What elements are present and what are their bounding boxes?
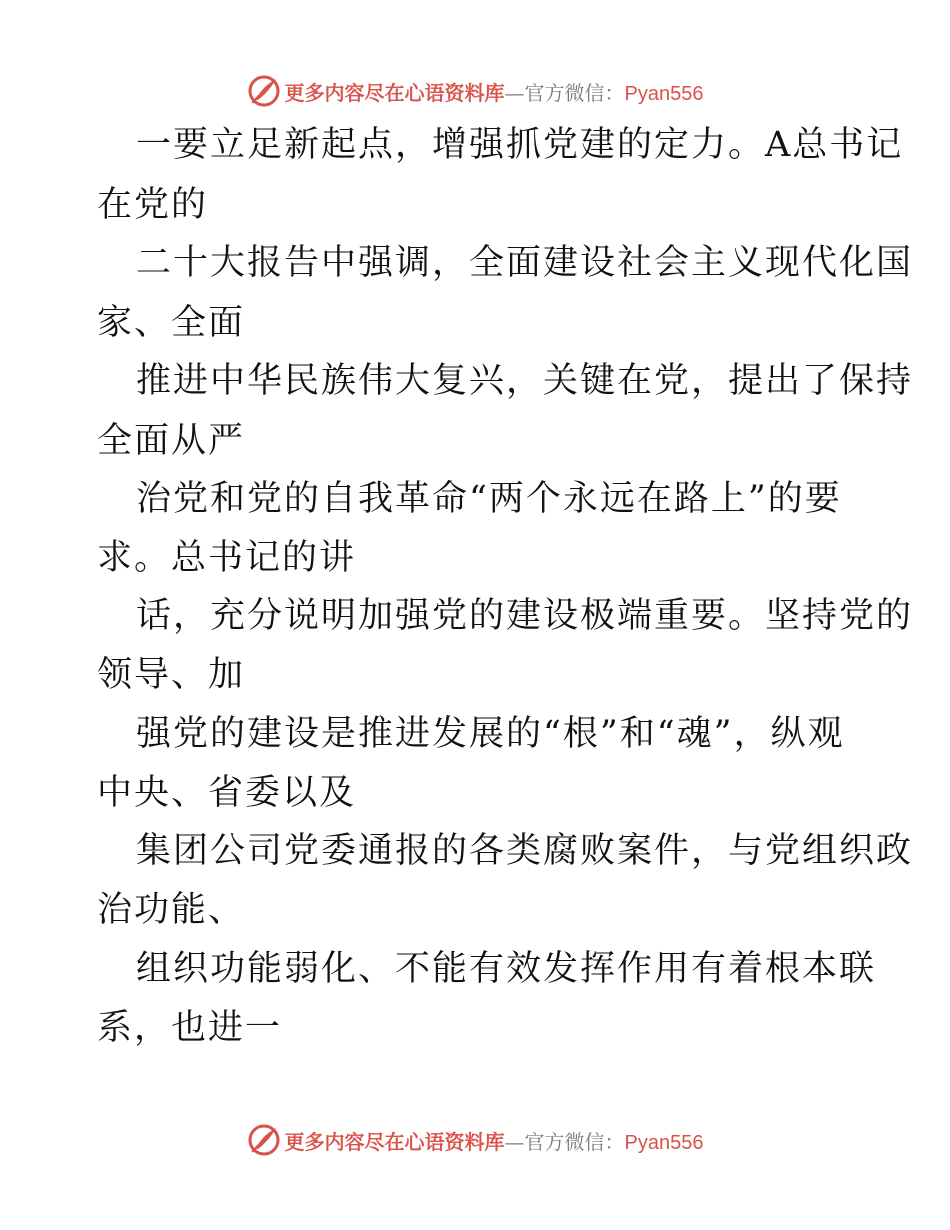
paragraph-line: 集团公司党委通报的各类腐败案件，与党组织政 (136, 831, 914, 871)
paragraph-line: 系，也进一 (97, 1008, 283, 1048)
watermark-text (285, 77, 704, 106)
paragraph-line: 治党和党的自我革命“两个永远在路上”的要 (136, 479, 842, 519)
paragraph-line: 强党的建设是推进发展的“根”和“魂”，纵观 (136, 714, 845, 754)
paragraph-line: 中央、省委以及 (97, 773, 357, 813)
footer-watermark (0, 1120, 950, 1160)
paragraph-line: 全面从严 (97, 421, 246, 461)
feather-quill-logo-icon (247, 1123, 281, 1157)
watermark-text (285, 1126, 704, 1155)
watermark-separator: —官方微信： (504, 1129, 625, 1154)
paragraph-line: 话，充分说明加强党的建设极端重要。坚持党的 (136, 596, 914, 636)
watermark-main-text: 更多内容尽在心语资料库 (284, 80, 505, 105)
paragraph-line: 家、全面 (97, 303, 246, 343)
watermark-separator: —官方微信： (504, 80, 625, 105)
paragraph-line: 组织功能弱化、不能有效发挥作用有着根本联 (136, 949, 877, 989)
paragraph-line: 推进中华民族伟大复兴，关键在党，提出了保持 (136, 361, 914, 401)
paragraph-line: 领导、加 (97, 655, 246, 695)
watermark-main-text: 更多内容尽在心语资料库 (284, 1129, 505, 1154)
paragraph-line: 在党的 (97, 185, 209, 225)
header-watermark (0, 71, 950, 111)
feather-quill-logo-icon (247, 74, 281, 108)
watermark-wechat-id: Pyan556 (624, 82, 704, 105)
paragraph-line: 求。总书记的讲 (97, 538, 357, 578)
paragraph-line: 治功能、 (97, 890, 246, 930)
paragraph-line: 一要立足新起点，增强抓党建的定力。A总书记 (136, 125, 904, 165)
paragraph-line: 二十大报告中强调，全面建设社会主义现代化国 (136, 243, 914, 283)
watermark-wechat-id: Pyan556 (624, 1131, 704, 1154)
